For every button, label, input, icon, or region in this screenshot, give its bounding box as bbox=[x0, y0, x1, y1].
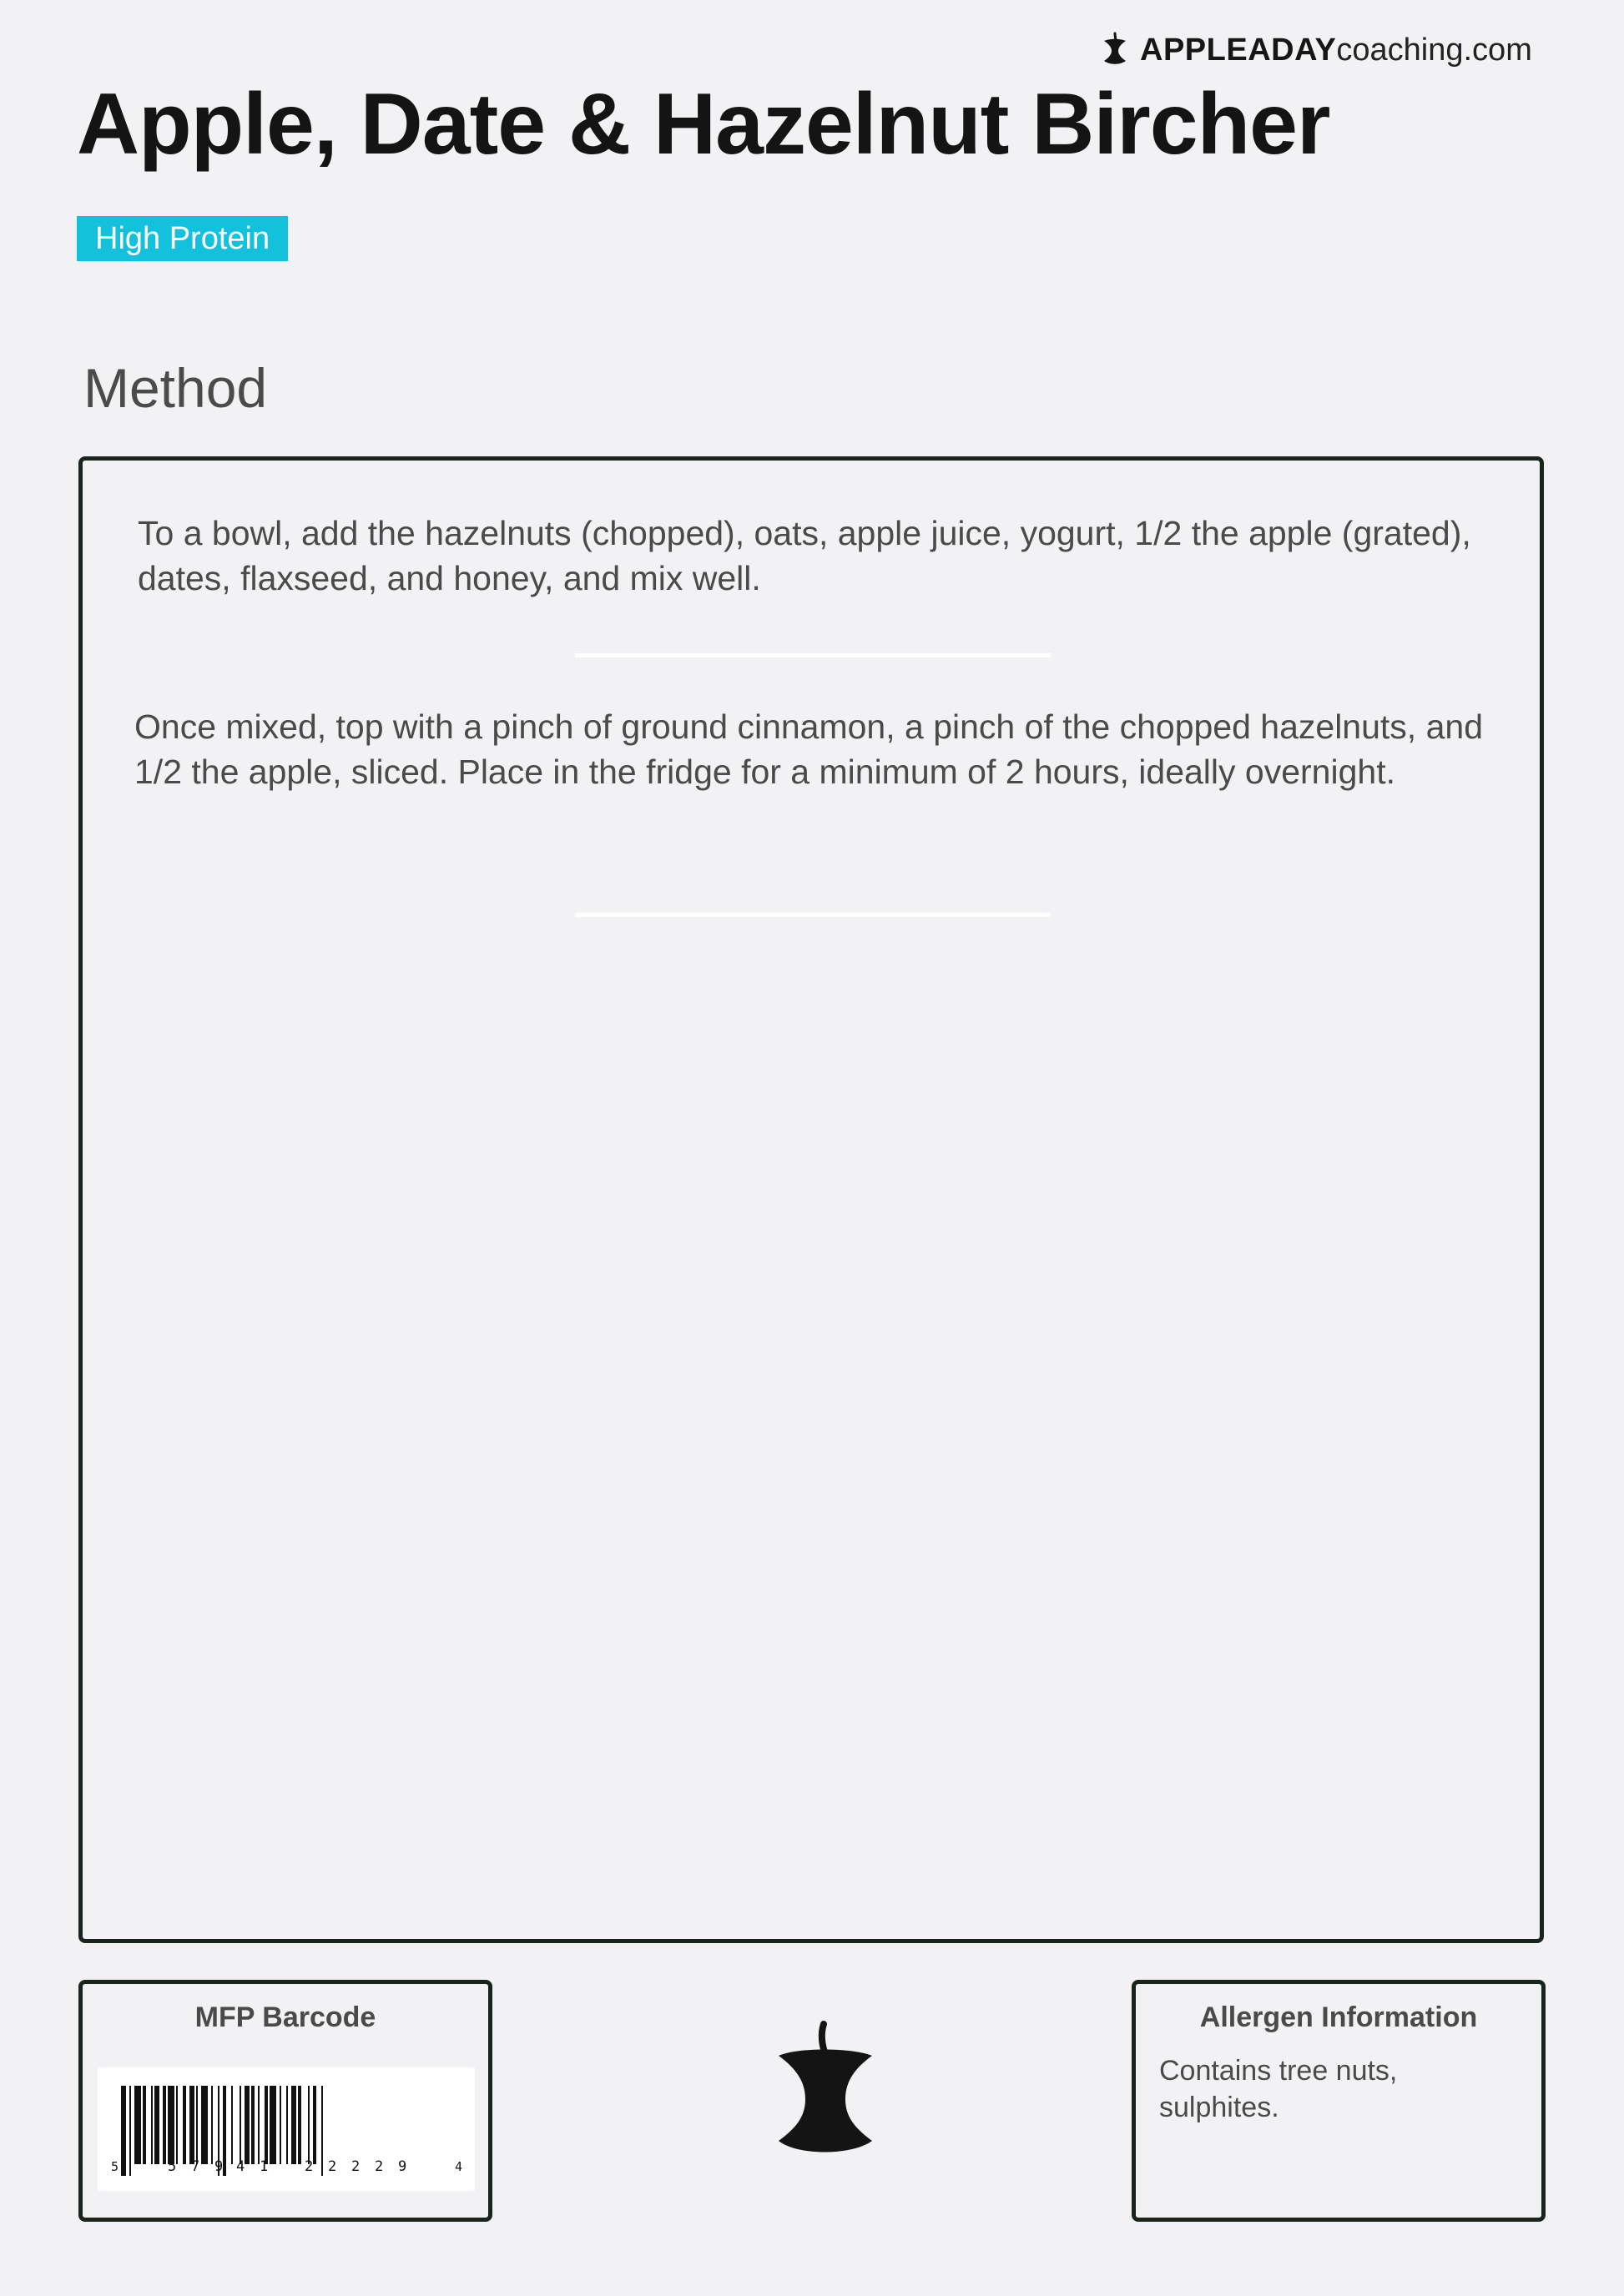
allergen-text: Contains tree nuts, sulphites. bbox=[1159, 2055, 1398, 2123]
barcode bbox=[98, 2067, 475, 2191]
barcode-panel bbox=[78, 1980, 492, 2222]
barcode-bar bbox=[154, 2086, 159, 2164]
barcode-bar bbox=[286, 2086, 288, 2164]
barcode-digit: 7 bbox=[191, 2158, 200, 2175]
barcode-bar bbox=[129, 2086, 131, 2176]
barcode-digit: 9 bbox=[214, 2158, 224, 2175]
barcode-bar bbox=[163, 2086, 166, 2164]
step-divider bbox=[575, 913, 1051, 917]
allergen-panel bbox=[1132, 1980, 1546, 2222]
barcode-bar bbox=[298, 2086, 301, 2164]
barcode-bar bbox=[196, 2086, 198, 2164]
brand-name-strong: APPLEADAY bbox=[1140, 33, 1337, 68]
apple-core-icon bbox=[772, 2017, 877, 2163]
barcode-bar bbox=[245, 2086, 250, 2164]
apple-core-icon bbox=[1102, 32, 1128, 68]
barcode-bar bbox=[265, 2086, 268, 2164]
barcode-digit: 1 bbox=[260, 2158, 269, 2175]
tag-badge: High Protein bbox=[77, 216, 288, 261]
method-step: To a bowl, add the hazelnuts (chopped), oats, apple juice, yogurt, 1/2 the apple (grated), dates, flaxseed, and honey, and mix well. bbox=[138, 514, 1471, 597]
barcode-bar bbox=[168, 2086, 174, 2164]
method-step: Once mixed, top with a pinch of ground cinnamon, a pinch of the chopped hazelnuts, and 1/2 the apple, sliced. Place in the fridge for a minimum of 2 hours, ideally overnight. bbox=[134, 707, 1483, 791]
barcode-bar bbox=[231, 2086, 233, 2164]
barcode-bar bbox=[201, 2086, 208, 2164]
barcode-card[interactable] bbox=[98, 2067, 475, 2191]
barcode-bar bbox=[270, 2086, 276, 2164]
brand-name-light: coaching.com bbox=[1336, 33, 1532, 68]
barcode-bar bbox=[291, 2086, 296, 2164]
recipe-title: Apple, Date & Hazelnut Bircher bbox=[77, 76, 1330, 173]
barcode-digit: 4 bbox=[236, 2158, 245, 2175]
barcode-digit: 2 bbox=[351, 2158, 361, 2175]
allergen-heading: Allergen Information bbox=[1199, 2001, 1478, 2033]
barcode-bar bbox=[321, 2086, 323, 2176]
barcode-bar bbox=[280, 2086, 281, 2164]
barcode-bar bbox=[240, 2086, 241, 2164]
barcode-first-digit: 5 bbox=[111, 2159, 119, 2174]
barcode-bar bbox=[176, 2086, 178, 2164]
barcode-bar bbox=[183, 2086, 186, 2164]
barcode-heading: MFP Barcode bbox=[194, 2001, 376, 2033]
barcode-bar bbox=[313, 2086, 316, 2164]
barcode-digit: 2 bbox=[328, 2158, 337, 2175]
brand-logo[interactable] bbox=[1102, 30, 1536, 70]
barcode-bar bbox=[151, 2086, 153, 2164]
barcode-bar bbox=[308, 2086, 310, 2164]
step-divider bbox=[575, 653, 1051, 657]
barcode-bar bbox=[251, 2086, 255, 2164]
barcode-bar bbox=[258, 2086, 260, 2164]
barcode-digit: 2 bbox=[375, 2158, 384, 2175]
barcode-bar bbox=[143, 2086, 146, 2164]
barcode-bar bbox=[189, 2086, 194, 2164]
barcode-bar bbox=[134, 2086, 141, 2164]
barcode-digit: 9 bbox=[398, 2158, 407, 2175]
barcode-bar bbox=[121, 2086, 126, 2176]
barcode-digit: 2 bbox=[305, 2158, 314, 2175]
method-panel bbox=[78, 456, 1544, 1943]
barcode-bar bbox=[223, 2086, 226, 2176]
barcode-digit: 5 bbox=[168, 2158, 177, 2175]
barcode-last-digit: 4 bbox=[455, 2159, 463, 2174]
barcode-bar bbox=[211, 2086, 213, 2164]
method-heading: Method bbox=[83, 357, 268, 419]
